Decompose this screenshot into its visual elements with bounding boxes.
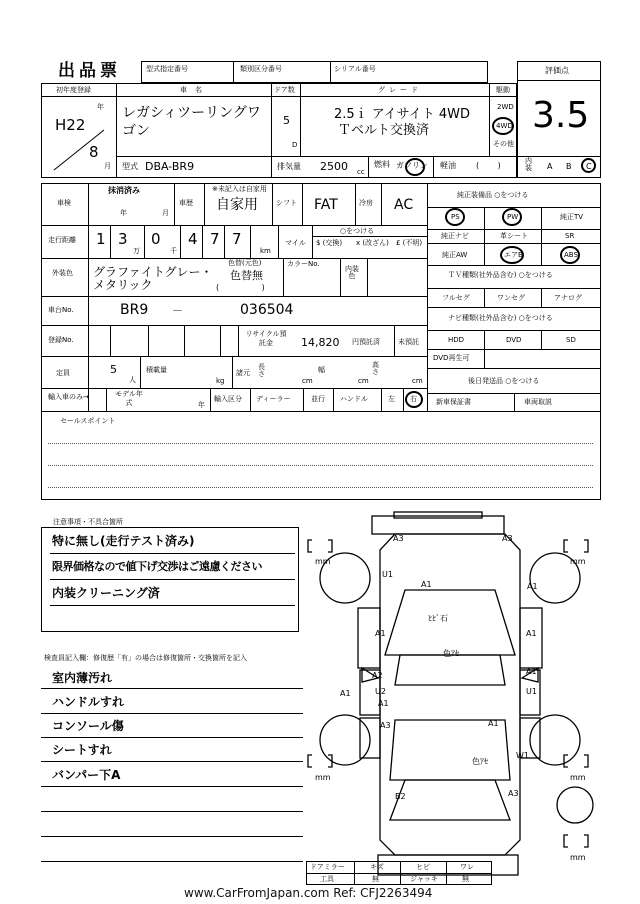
genuine-title: 純正装備品 ○をつける (457, 191, 529, 199)
body-outline-shape (380, 534, 520, 855)
load-label: 積載量 (146, 366, 167, 374)
mm-rear: mm (570, 853, 586, 862)
interior-grade-circle (581, 158, 596, 173)
recycle-amount: 14,820 (301, 336, 340, 349)
model-cert-label: 型式指定番号 (146, 65, 188, 73)
doors-value: 5 (283, 114, 290, 127)
car-diagram (300, 510, 600, 880)
man-unit: 万 (133, 247, 140, 255)
dvd-label: DVD再生可 (433, 354, 470, 362)
light-oil-label: 軽油 (440, 161, 456, 170)
genuine-pw: PW (507, 213, 519, 221)
watermark: www.CarFromJapan.com Ref: CFJ2263494 (184, 886, 433, 900)
displacement-value: 2500 (320, 160, 348, 173)
genuine-aw: 純正AW (442, 251, 468, 259)
aftermarket-title: 後日発送品 ○をつける (468, 377, 540, 385)
sen-unit: 千 (170, 247, 177, 255)
legend-header-mirror: ドアミラー (310, 863, 345, 871)
chassis-number: 036504 (240, 302, 294, 318)
chassis-prefix: BR9 (120, 302, 149, 318)
mark-u1-right: U1 (526, 687, 537, 696)
airbag-circle (500, 246, 524, 264)
right-circle (405, 391, 423, 408)
genuine-navi: 純正ナビ (441, 232, 469, 240)
genuine-abs: ABS (564, 251, 578, 259)
genuine-tv: 純正TV (560, 213, 584, 221)
mark-a1-hood: A1 (421, 580, 432, 589)
length-cm: cm (302, 377, 313, 385)
drive-other: その他 (493, 140, 514, 148)
door-suffix: D (292, 141, 298, 149)
mile-label: マイル (285, 239, 306, 247)
navi-sd: SD (566, 336, 576, 344)
history-label: 車歴 (179, 199, 193, 207)
genuine-airbag: エアB (504, 251, 523, 259)
length-label: 長さ (258, 363, 265, 378)
sales-points-label: セールスポイント (60, 417, 116, 425)
mileage-digit-5: 7 (210, 230, 220, 248)
first-reg-label: 初年度登録 (56, 86, 91, 94)
mile-circle-instruction: ○をつける (340, 227, 375, 235)
import-label: 輸入車のみ→ (48, 393, 89, 401)
mark-a1-rear-right: A1 (488, 719, 499, 728)
model-year-label: モデル年式 (115, 390, 143, 407)
parallel-option: 並行 (311, 395, 325, 403)
navi-dvd: DVD (506, 336, 522, 344)
mark-a2-left: A2 (372, 671, 383, 680)
import-type-label: 輸入区分 (214, 395, 242, 403)
legend-header-break: ワレ (460, 863, 474, 871)
drive-4wd-circle (492, 117, 514, 135)
navi-hdd: HDD (448, 336, 465, 344)
mile-option-1: $ (交換) (316, 239, 343, 247)
doors-label: ドア数 (274, 86, 295, 94)
capacity-value: 5 (110, 363, 117, 376)
drive-4wd: 4WD (496, 122, 513, 130)
genuine-sr: SR (565, 232, 575, 240)
height-cm: cm (412, 377, 423, 385)
caution-line-2: 限界価格なので値下げ交渉はご遠慮ください (52, 560, 262, 573)
ps-circle (445, 208, 465, 226)
mark-chip-hood: ﾋﾋﾞ石 (428, 614, 448, 623)
caution-line-3: 内装クリーニング済 (52, 586, 160, 600)
first-reg-month: 8 (89, 143, 99, 161)
legend-header-scratch: キズ (370, 863, 384, 871)
fuel-circle (405, 158, 425, 176)
first-reg-year: H22 (55, 116, 86, 134)
legend-value-tools: 工具 (320, 875, 334, 883)
width-label: 幅 (318, 366, 325, 374)
serial-label: シリアル番号 (334, 65, 376, 73)
inspector-line-1: 室内薄汚れ (52, 671, 113, 685)
color-label: 外装色 (52, 269, 73, 277)
paint-label: 色替(元色) (228, 259, 262, 267)
drive-2wd: 2WD (497, 103, 514, 111)
kg-unit: kg (216, 377, 225, 385)
mile-option-2: x (改ざん) (356, 239, 389, 247)
mark-a1-right-rear: A1 (526, 667, 537, 676)
aftermarket-warranty: 新車保証書 (436, 398, 471, 406)
tv-title: ＴＶ種類(社外品含む) ○をつける (448, 271, 553, 279)
inspector-line-4: シートすれ (52, 743, 112, 757)
caution-label: 注意事項・不具合箇所 (53, 518, 123, 526)
month-unit: 月 (104, 162, 111, 170)
dims-label: 諸元 (236, 369, 250, 377)
caution-line-1: 特に無し(走行テスト済み) (52, 534, 195, 548)
aftermarket-manual: 車両取説 (524, 398, 552, 406)
cert-fields (141, 61, 488, 83)
model-label: 型式 (122, 162, 138, 171)
mark-a1-left-door: A1 (375, 629, 386, 638)
tv-oneseg: ワンセグ (497, 294, 525, 302)
recycle-label: リサイクル預託金 (245, 330, 287, 347)
chassis-label: 車台No. (48, 306, 74, 314)
shift-value: FAT (314, 197, 338, 213)
handle-label: ハンドル (340, 395, 368, 403)
ac-label: 冷房 (359, 199, 373, 207)
reg-no-label: 登録No. (48, 336, 74, 344)
legend-value-tools-none: 無 (372, 875, 379, 883)
genuine-leather: 革シート (500, 232, 528, 240)
interior-color-label: 内装色 (345, 265, 359, 280)
recycle-unpaid: 未預託 (398, 338, 419, 346)
interior-grade-c: C (586, 162, 592, 171)
paint-value: 色替無 (230, 269, 263, 282)
model-value: DBA-BR9 (145, 160, 195, 173)
mileage-digit-1: 1 (96, 230, 106, 248)
mark-a1-right-door: A1 (526, 629, 537, 638)
unregistered-note: ※未記入は自家用 (212, 185, 267, 193)
legend-header-crack: ヒビ (416, 863, 430, 871)
mark-u2-left: U2 (375, 687, 386, 696)
color-no-label: カラーNo. (287, 260, 320, 268)
mark-a3-rear: A3 (508, 789, 519, 798)
shift-label: シフト (276, 199, 297, 207)
navi-title: ナビ種類(社外品含む) ○をつける (448, 314, 553, 322)
mark-a3-front-left: A3 (393, 534, 404, 543)
insp-year-unit: 年 (120, 209, 127, 217)
left-option: 左 (388, 395, 395, 403)
form-title: 出品票 (58, 61, 121, 81)
fuel-paren: ( ) (476, 161, 501, 170)
interior-grade-a: A (547, 162, 553, 171)
mark-a1-left-rear: A1 (378, 699, 389, 708)
insp-month-unit: 月 (162, 209, 169, 217)
abs-circle (560, 246, 580, 264)
mark-w1: W1 (516, 751, 529, 760)
person-unit: 人 (129, 376, 136, 384)
mileage-digit-3: 0 (151, 230, 161, 248)
ac-value: AC (394, 197, 414, 213)
model-year-unit: 年 (198, 401, 205, 409)
cc-unit: cc (357, 168, 365, 176)
displacement-label: 排気量 (277, 162, 301, 171)
interior-label: 内装 (525, 157, 532, 172)
mark-a1-right-fender: A1 (527, 582, 538, 591)
color-value: グラファイトグレー・メタリック (93, 265, 213, 292)
inspector-line-3: コンソール傷 (52, 719, 124, 733)
tv-analog: アナログ (554, 294, 582, 302)
dealer-option: ディーラー (256, 395, 291, 403)
vehicle-name: レガシィツーリングワゴン (122, 105, 261, 139)
drive-label: 駆動 (496, 86, 510, 94)
tv-fullseg: フルセグ (442, 294, 470, 302)
mm-bl: mm (315, 773, 331, 782)
inspector-line-2: ハンドルすれ (52, 695, 125, 709)
genuine-ps: PS (451, 213, 460, 221)
score-label: 評価点 (545, 66, 569, 75)
mileage-digit-6: 7 (232, 230, 242, 248)
legend-value-jack-none: 無 (462, 875, 469, 883)
recycle-paid: 円預託済 (352, 338, 380, 346)
mark-a1-left-mirror: A1 (340, 689, 351, 698)
year-unit: 年 (97, 103, 104, 111)
inspection-label: 車検 (57, 199, 71, 207)
interior-grade-b: B (566, 162, 572, 171)
mark-u1-left: U1 (382, 570, 393, 579)
mileage-digit-2: 3 (118, 230, 128, 248)
mark-fade-rear: 色ｱｾ (472, 757, 488, 766)
front-bumper-shape (372, 516, 504, 534)
inspector-label: 検査員記入欄：修復歴「有」の場合は修復箇所・交換箇所を記入 (44, 654, 247, 662)
mark-fade-roof: 色ｱｾ (443, 649, 459, 658)
mm-br: mm (570, 773, 586, 782)
pw-circle (502, 208, 522, 226)
score-value: 3.5 (532, 95, 590, 136)
chassis-dash: － (172, 304, 183, 317)
right-option: 右 (410, 395, 417, 403)
grade-line2: Ｔベルト交換済 (338, 123, 430, 138)
fuel-label: 燃料 (374, 160, 390, 169)
legend-value-jack: ジャッキ (410, 875, 438, 883)
mile-option-3: £ (不明) (396, 239, 423, 247)
history-value: 自家用 (216, 197, 258, 213)
height-label: 高さ (372, 361, 379, 376)
inspection-value: 抹消済み (108, 186, 140, 195)
category-label: 類別区分番号 (240, 65, 282, 73)
inspector-line-5: バンパー下A (52, 768, 121, 782)
mileage-digit-4: 4 (188, 230, 198, 248)
width-cm: cm (358, 377, 369, 385)
vehicle-name-label: 車名 (180, 86, 210, 94)
grade-line1: 2.5ｉ アイサイト 4WD (334, 107, 470, 122)
mark-b2-rear: B2 (395, 792, 406, 801)
mm-tl: mm (315, 557, 331, 566)
fuel-value: ガソリン (396, 161, 428, 170)
paint-paren: ( ) (216, 283, 265, 292)
mm-tr: mm (570, 557, 586, 566)
km-unit: km (260, 247, 271, 255)
capacity-label: 定員 (56, 369, 70, 377)
grade-label: グレード (378, 86, 422, 94)
mark-a3-left-rear: A3 (380, 721, 391, 730)
mark-a3-front-right: A3 (502, 534, 513, 543)
mileage-label: 走行距離 (48, 236, 76, 244)
